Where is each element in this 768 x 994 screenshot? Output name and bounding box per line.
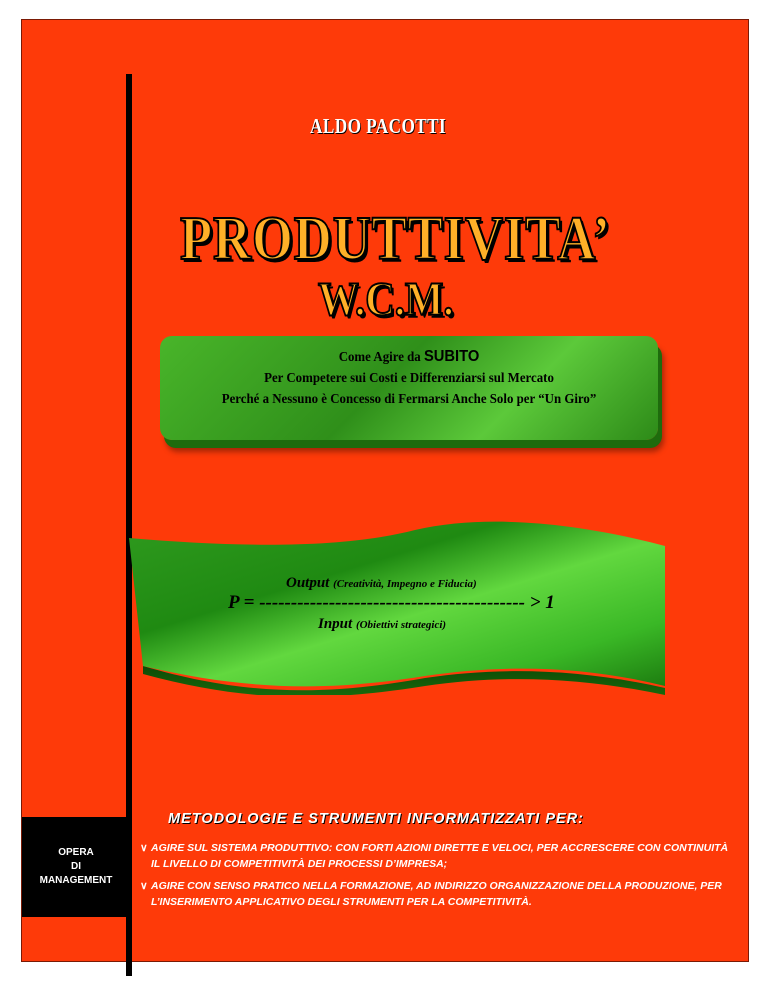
formula-line xyxy=(228,592,555,614)
opera-di-management-box xyxy=(22,817,130,917)
banner-text xyxy=(160,346,658,410)
banner-line-1-bold: SUBITO xyxy=(423,348,480,365)
banner-line-3: Perché a Nessuno è Concesso di Fermarsi Anche Solo per “Un Giro” xyxy=(221,392,597,407)
formula-rhs: > 1 xyxy=(529,592,555,613)
banner-line-1-pre: Come Agire da xyxy=(338,350,421,365)
methodology-item-text: AGIRE SUL SISTEMA PRODUTTIVO: CON FORTI AZIONI DIRETTE E VELOCI, PER ACCRESCERE CON CONTINUITÀ IL LIVELLO DI COMPETITIVITÀ DEI PROCESSI D’IMPRESA; xyxy=(151,842,729,870)
formula-input-detail: (Obiettivi strategici) xyxy=(355,619,447,631)
formula-output-label: Output xyxy=(286,575,330,591)
formula-output xyxy=(286,575,477,592)
methodology-list xyxy=(140,840,740,916)
formula-output-detail: (Creatività, Impegno e Fiducia) xyxy=(333,578,477,590)
methodology-title: METODOLOGIE E STRUMENTI INFORMATIZZATI PER: xyxy=(168,811,584,827)
check-mark-icon: ∨ xyxy=(140,880,148,892)
methodology-item xyxy=(140,840,740,872)
formula-lhs: P = xyxy=(228,592,255,613)
methodology-item xyxy=(140,878,740,910)
opera-line-3: MANAGEMENT xyxy=(39,875,113,886)
formula-input xyxy=(318,616,446,633)
banner-line-1 xyxy=(180,346,638,368)
opera-line-1: OPERA xyxy=(58,847,94,858)
author-name: ALDO PACOTTI xyxy=(310,114,447,138)
banner-line-2: Per Competere sui Costi e Differenziarsi sul Mercato xyxy=(264,371,554,386)
book-subtitle: W.C.M. xyxy=(318,273,454,326)
book-title: PRODUTTIVITA’ xyxy=(180,205,611,273)
formula-input-label: Input xyxy=(318,616,353,632)
methodology-item-text: AGIRE CON SENSO PRATICO NELLA FORMAZIONE, AD INDIRIZZO ORGANIZZAZIONE DELLA PRODUZIONE, PER L’INSERIMENTO APPLICATIVO DEGLI STRUMENTI PER LA COMPETITIVITÀ. xyxy=(151,880,722,908)
formula-dashes: ------------------------------------------ xyxy=(259,592,525,613)
opera-line-2: DI xyxy=(71,861,81,872)
check-mark-icon: ∨ xyxy=(140,842,148,854)
